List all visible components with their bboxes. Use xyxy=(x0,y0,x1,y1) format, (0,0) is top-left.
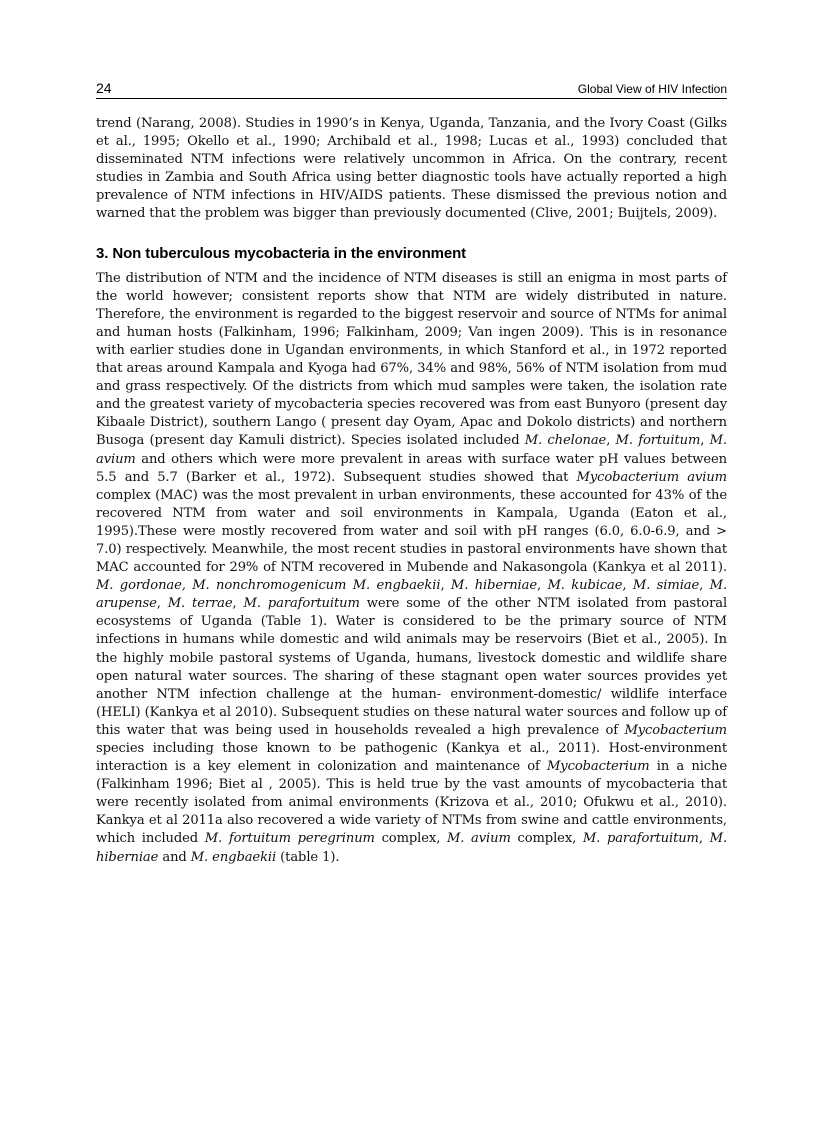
text-run: , xyxy=(232,596,244,612)
paragraph-environment xyxy=(96,270,727,867)
text-run: , xyxy=(700,433,710,449)
text-run: complex, xyxy=(510,831,583,847)
page-number: 24 xyxy=(96,80,112,96)
text-run: , xyxy=(156,596,168,612)
text-run: , xyxy=(622,578,633,594)
text-run: were some of the other NTM isolated from pastoral ecosystems of Uganda (Table 1). Water is considered to be the primary source of NTM infections in humans while domestic and wild animals may be reservoirs (Biet et al., 2005). In the highly mobile pastoral systems of Uganda, humans, livestock domestic and wildlife share open natural water sources. The sharing of these stagnant open water sources provides yet another NTM infection challenge at the human- environment-domestic/ wildlife interface (HELI) (Kankya et al 2010). Subsequent studies on these natural water sources and follow up of this water that was being used in households revealed a high prevalence of xyxy=(96,596,728,738)
species-name: Mycobacterium xyxy=(546,759,650,775)
species-name: M. chelonae xyxy=(524,433,607,449)
text-run: in a niche (Falkinham 1996; Biet al , 2005). This is held true by the vast amounts of mycobacteria that were recently isolated from animal environments (Krizova et al., 2010; Ofukwu et al., 2010). Kankya et al 2011a also recovered a wide variety of NTMs from swine and cattle environments, which included xyxy=(96,759,727,847)
text-run: , xyxy=(537,578,548,594)
text-run: The distribution of NTM and the incidence of NTM diseases is still an enigma in most parts of the world however; consistent reports show that NTM are widely distributed in nature. Therefore, the environment is regarded to the biggest reservoir and source of NTMs for animal and human hosts (Falkinham, 1996; Falkinham, 2009; Van ingen 2009). This is in resonance with earlier studies done in Ugandan environments, in which Stanford et al., in 1972 reported that areas around Kampala and Kyoga had 67%, 34% and 98%, 56% of NTM isolation from mud and grass respectively. Of the districts from which mud samples were taken, the isolation rate and the greatest variety of mycobacteria species recovered was from east Bunyoro (present day Kibaale District), southern Lango ( present day Oyam, Apac and Dokolo districts) and northern Busoga (present day Kamuli district). Species isolated included xyxy=(96,270,727,449)
text-run: , xyxy=(698,831,710,847)
species-name: M. arupense xyxy=(96,578,728,612)
text-run: , xyxy=(440,578,451,594)
species-name: M. hiberniae xyxy=(450,578,537,594)
text-run: complex (MAC) was the most prevalent in urban environments, these accounted for 43% of the recovered NTM from water and soil environments in Kampala, Uganda (Eaton et al., 1995).These were mostly recovered from water and soil with pH ranges (6.0, 6.0-6.9, and > 7.0) respectively. Meanwhile, the most recent studies in pastoral environments have shown that MAC accounted for 29% of NTM recovered in Mubende and Nakasongola (Kankya et al 2011). xyxy=(96,487,727,576)
species-name: Mycobacterium avium xyxy=(576,469,728,485)
body-text xyxy=(96,115,727,867)
text-run: , xyxy=(606,433,616,449)
species-name: M. avium xyxy=(446,831,511,847)
species-name: M. avium xyxy=(96,433,727,467)
running-header xyxy=(96,78,727,99)
species-name: M. hiberniae xyxy=(96,831,728,865)
text-run: (table 1). xyxy=(276,849,340,865)
paragraph-intro: trend (Narang, 2008). Studies in 1990’s in Kenya, Uganda, Tanzania, and the Ivory Coast (Gilks et al., 1995; Okello et al., 1990; Archibald et al., 1998; Lucas et al., 1993) concluded that disseminated NTM infections were relatively uncommon in Africa. On the contrary, recent studies in Zambia and South Africa using better diagnostic tools have actually reported a high prevalence of NTM infections in HIV/AIDS patients. These dismissed the previous notion and warned that the problem was bigger than previously documented (Clive, 2001; Buijtels, 2009). xyxy=(96,116,727,222)
text-run: species including those known to be pathogenic (Kankya et al., 2011). Host-environment interaction is a key element in colonization and maintenance of xyxy=(96,741,727,775)
species-name: M. terrae xyxy=(167,596,233,612)
species-name: Mycobacterium xyxy=(624,722,727,738)
section-heading: 3. Non tuberculous mycobacteria in the environment xyxy=(96,244,467,262)
text-run: complex, xyxy=(374,831,447,847)
species-name: M. engbaekii xyxy=(190,849,277,865)
species-name: M. simiae xyxy=(632,578,700,594)
text-run: and others which were more prevalent in areas with surface water pH values between 5.5 and 5.7 (Barker et al., 1972). Subsequent studies showed that xyxy=(96,451,727,485)
species-name: M. parafortuitum xyxy=(582,831,699,847)
species-name: M. gordonae, M. nonchromogenicum M. engbaekii xyxy=(96,578,441,594)
species-name: M. fortuitum peregrinum xyxy=(204,831,375,847)
species-name: M. fortuitum xyxy=(615,433,701,449)
book-title: Global View of HIV Infection xyxy=(577,82,727,96)
text-run: and xyxy=(158,849,191,865)
species-name: M. kubicae xyxy=(547,578,623,594)
species-name: M. parafortuitum xyxy=(243,596,360,612)
text-run: , xyxy=(699,578,710,594)
